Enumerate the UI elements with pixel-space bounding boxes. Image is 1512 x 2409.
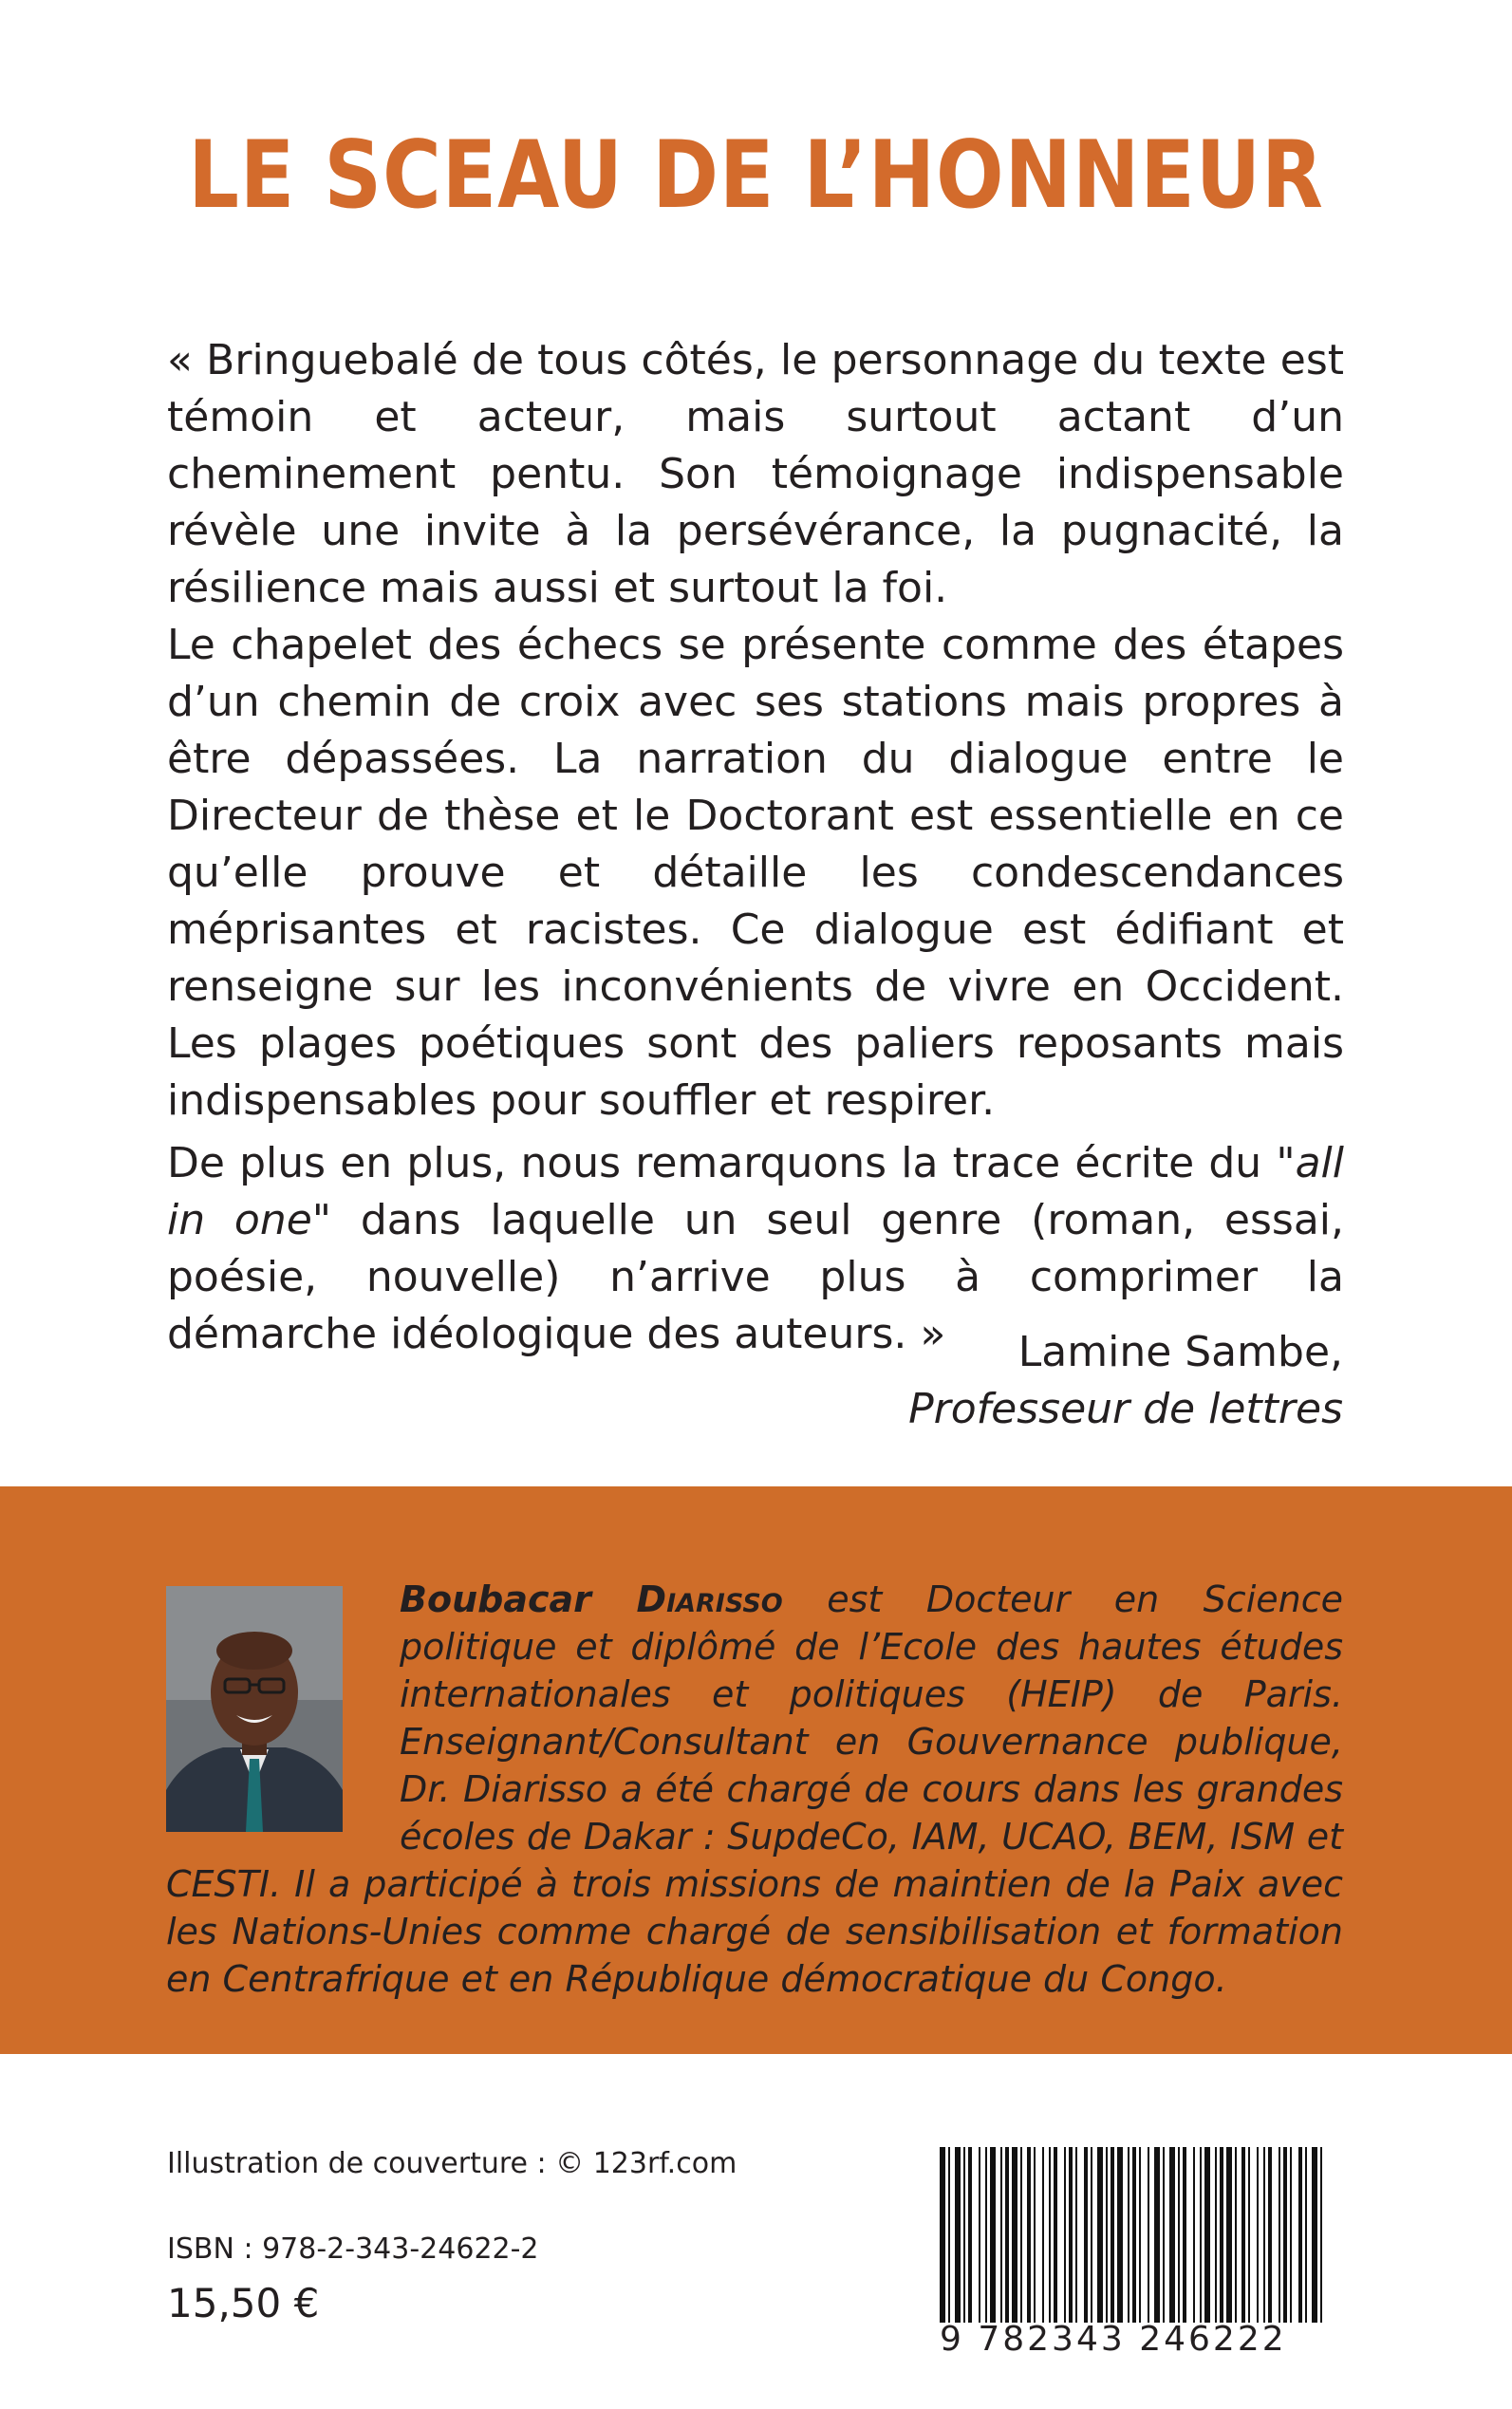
barcode-bar	[1298, 2147, 1302, 2323]
barcode-bar	[1042, 2147, 1044, 2323]
barcode-bar	[1257, 2147, 1259, 2323]
barcode-bar	[1279, 2147, 1280, 2323]
barcode-bar	[1235, 2147, 1237, 2323]
book-title: LE SCEAU DE L’HONNEUR	[188, 121, 1324, 230]
barcode-bar	[963, 2147, 965, 2323]
barcode-bar	[940, 2147, 945, 2323]
barcode-bar	[1084, 2147, 1088, 2323]
barcode-bar	[1148, 2147, 1149, 2323]
barcode-bar	[1064, 2147, 1066, 2323]
barcode-bar	[1320, 2147, 1322, 2323]
barcode-bar	[1200, 2147, 1202, 2323]
price: 15,50 €	[167, 2280, 320, 2326]
barcode-bar	[1128, 2147, 1129, 2323]
barcode-bar	[1020, 2147, 1022, 2323]
barcode-bar	[1132, 2147, 1136, 2323]
barcode-bar	[1215, 2147, 1217, 2323]
barcode	[940, 2147, 1329, 2327]
signature-role: Professeur de lettres	[908, 1385, 1343, 1433]
barcode-bar	[1111, 2147, 1114, 2323]
barcode-bar	[1027, 2147, 1031, 2323]
barcode-bar	[1091, 2147, 1092, 2323]
barcode-bar	[1241, 2147, 1245, 2323]
barcode-bar	[1268, 2147, 1272, 2323]
barcode-bar	[1106, 2147, 1108, 2323]
barcode-bar	[968, 2147, 972, 2323]
signature-name: Lamine Sambe,	[1017, 1328, 1343, 1376]
barcode-bar	[1226, 2147, 1232, 2323]
barcode-digits: 9 782343 246222	[940, 2320, 1287, 2359]
barcode-bar	[1283, 2147, 1287, 2323]
barcode-bar	[1012, 2147, 1017, 2323]
quote-paragraph-1: « Bringuebalé de tous côtés, le personnage du texte est témoin et acteur, mais surtout actant d’un cheminement pentu. Son témoignage indispensable révèle une invite à la persévérance, la pugnacité, la résilience mais aussi et surtout la foi.	[167, 336, 1344, 612]
barcode-bar	[1075, 2147, 1077, 2323]
barcode-bar	[948, 2147, 950, 2323]
barcode-bar	[1169, 2147, 1175, 2323]
barcode-bar	[1183, 2147, 1186, 2323]
barcode-bar	[1000, 2147, 1002, 2323]
barcode-bar	[1312, 2147, 1317, 2323]
quote-signature	[908, 1324, 1343, 1438]
barcode-bar	[1054, 2147, 1057, 2323]
barcode-bar	[1154, 2147, 1160, 2323]
barcode-bar	[1305, 2147, 1307, 2323]
author-bio	[166, 1576, 1343, 2003]
barcode-bar	[1139, 2147, 1141, 2323]
barcode-bar	[1049, 2147, 1051, 2323]
barcode-bar	[990, 2147, 996, 2323]
quote-paragraph-3: De plus en plus, nous remarquons la trace écrite du "all in one" dans laquelle un seul genre (roman, essai, poésie, nouvelle) n’arrive plus à comprimer la démarche idéologique des auteurs. »	[167, 1139, 1344, 1358]
isbn: ISBN : 978-2-343-24622-2	[167, 2232, 539, 2266]
barcode-bar	[955, 2147, 961, 2323]
barcode-bar	[1034, 2147, 1036, 2323]
barcode-bar	[979, 2147, 980, 2323]
barcode-bar	[1163, 2147, 1165, 2323]
barcode-bar	[1117, 2147, 1123, 2323]
quote-paragraph-2: Le chapelet des échecs se présente comme des étapes d’un chemin de croix avec ses stations mais propres à être dépassées. La narration du dialogue entre le Directeur de thèse et le Doctorant est essentielle en ce qu’elle prouve et détaille les condescendances méprisantes et racistes. Ce dialogue est édifiant et renseigne sur les inconvénients de vivre en Occident. Les plages poétiques sont des paliers reposants mais indispensables pour souffler et respirer.	[167, 621, 1344, 1125]
barcode-bar	[1005, 2147, 1009, 2323]
barcode-bar	[985, 2147, 987, 2323]
author-name: Boubacar Diarisso	[400, 1578, 783, 1620]
barcode-bar	[1178, 2147, 1180, 2323]
back-cover-quote	[167, 332, 1344, 1363]
barcode-bar	[1097, 2147, 1103, 2323]
barcode-bar	[1248, 2147, 1250, 2323]
barcode-bar	[1193, 2147, 1195, 2323]
cover-illustration-credit: Illustration de couverture : © 123rf.com	[167, 2147, 737, 2180]
barcode-icon	[940, 2147, 1329, 2323]
barcode-bar	[1290, 2147, 1292, 2323]
barcode-bar	[1220, 2147, 1223, 2323]
author-bio-text: est Docteur en Science politique et diplômé de l’Ecole des hautes études internationales et politiques (HEIP) de Paris. Enseignant/Consultant en Gouvernance publique, Dr. Diarisso a été chargé de cours dans les grandes écoles de Dakar : SupdeCo, IAM, UCAO, BEM, ISM et CESTI. Il a participé à trois missions de maintien de la Paix avec les Nations-Unies comme chargé de sensibilisation et formation en Centrafrique et en République démocratique du Congo.	[166, 1578, 1343, 2000]
barcode-bar	[1263, 2147, 1265, 2323]
barcode-bar	[1069, 2147, 1073, 2323]
barcode-bar	[1204, 2147, 1210, 2323]
